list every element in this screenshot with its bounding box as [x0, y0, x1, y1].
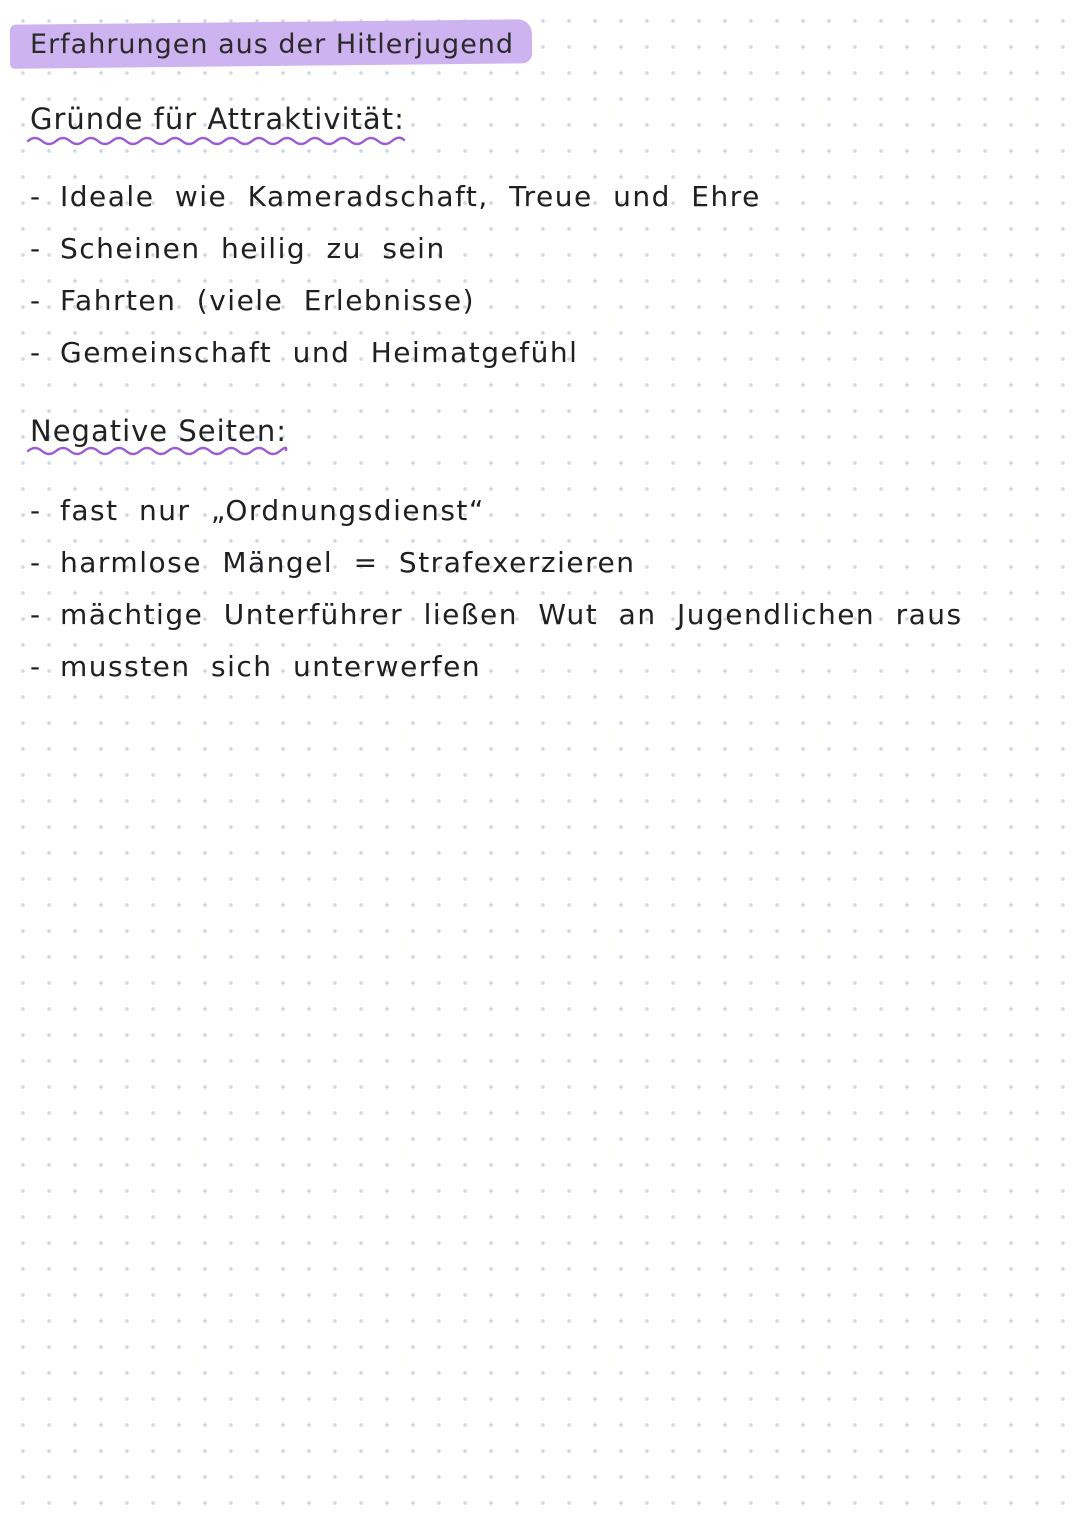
bullet-dash: -: [30, 232, 42, 265]
bullet-dash: -: [30, 546, 42, 579]
section-heading-reasons: Gründe für Attraktivität:: [30, 102, 405, 136]
bullet-dash: -: [30, 336, 42, 369]
list-item: [30, 336, 578, 369]
list-item: [30, 598, 963, 631]
wavy-underline-reasons: [26, 134, 406, 148]
list-item-text: Scheinen heilig zu sein: [60, 232, 446, 265]
list-item: [30, 546, 635, 579]
list-item: [30, 232, 446, 265]
list-item-text: mächtige Unterführer ließen Wut an Jugendlichen raus: [60, 598, 963, 631]
list-item: [30, 180, 761, 213]
title-highlight: [10, 19, 532, 68]
list-item: [30, 284, 475, 317]
bullet-dash: -: [30, 598, 42, 631]
list-item: [30, 650, 481, 683]
section-heading-negative: Negative Seiten:: [30, 414, 288, 448]
bullet-dash: -: [30, 180, 42, 213]
bullet-dash: -: [30, 494, 42, 527]
list-item-text: Ideale wie Kameradschaft, Treue und Ehre: [60, 180, 761, 213]
bullet-dash: -: [30, 284, 42, 317]
list-item-text: Fahrten (viele Erlebnisse): [60, 284, 476, 317]
bullet-dash: -: [30, 650, 42, 683]
wavy-underline-negative: [26, 444, 288, 458]
list-item: [30, 494, 485, 527]
page-title: Erfahrungen aus der Hitlerjugend: [29, 28, 515, 60]
list-item-text: Gemeinschaft und Heimatgefühl: [60, 336, 579, 369]
list-item-text: fast nur „Ordnungsdienst“: [60, 494, 485, 527]
list-item-text: harmlose Mängel = Strafexerzieren: [60, 546, 636, 579]
list-item-text: mussten sich unterwerfen: [60, 650, 482, 683]
